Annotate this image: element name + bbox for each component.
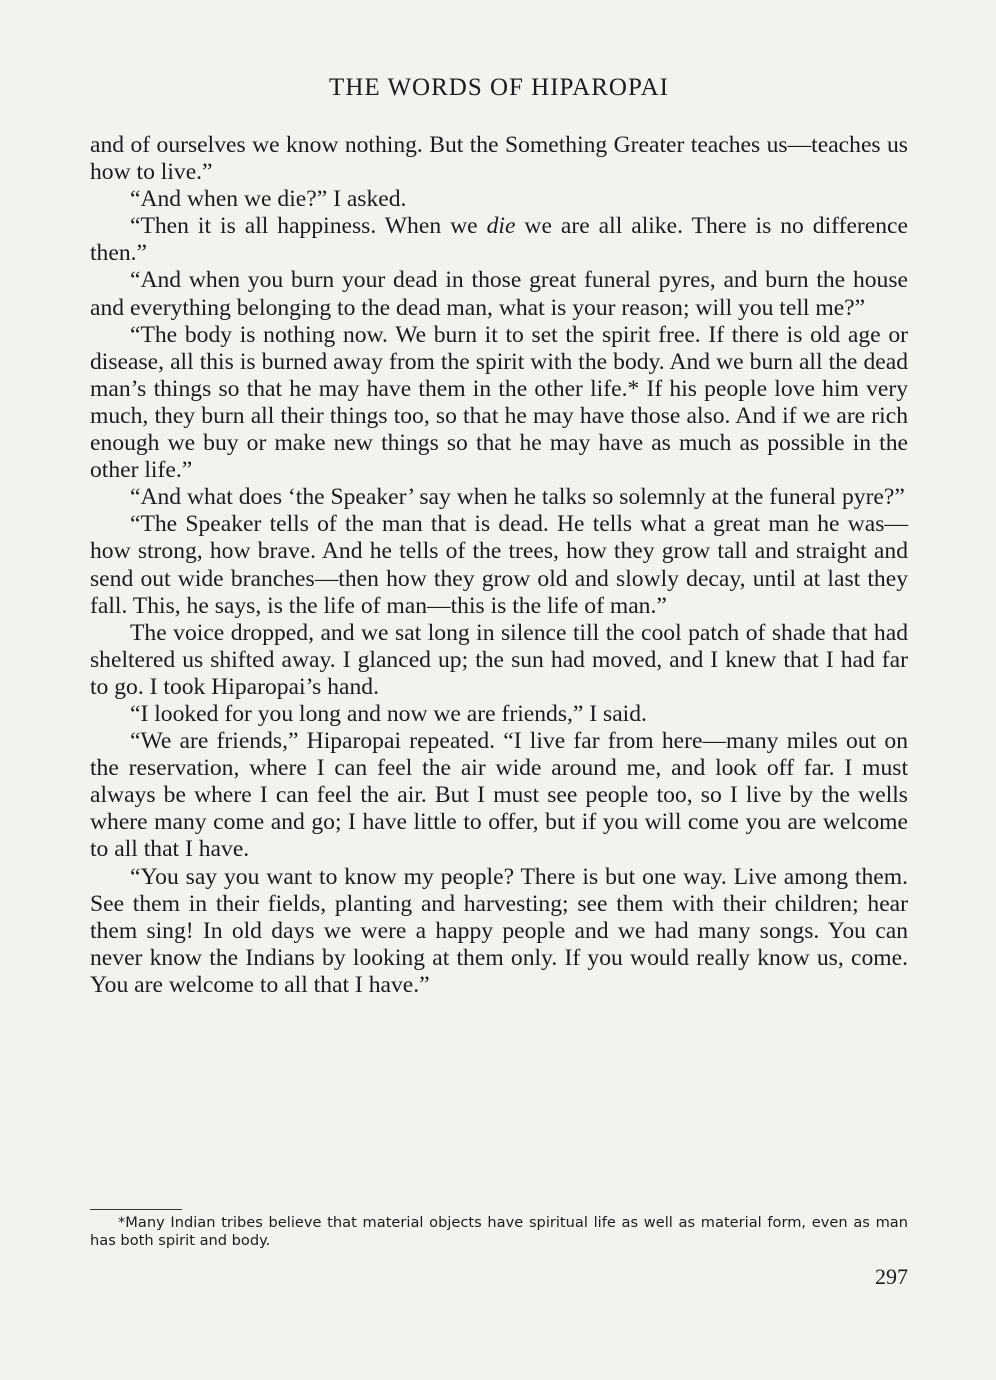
paragraph: “And what does ‘the Speaker’ say when he talks so solemnly at the funeral pyre?” bbox=[130, 484, 905, 511]
emphasized-word: die bbox=[486, 213, 516, 240]
paragraph: “And when we die?” I asked. bbox=[130, 186, 407, 213]
paragraph-text: we are all alike. There is no difference then.” bbox=[90, 213, 908, 267]
paragraph: “The Speaker tells of the man that is dead. He tells what a great man he was—how strong, how brave. And he tells of the trees, how they grow tall and straight and send out wide branches—then how they grow old and slowly decay, until at last they fall. This, he says, is the life of man—this is the life of man.” bbox=[90, 511, 908, 619]
running-header: THE WORDS OF HIPAROPAI bbox=[329, 74, 669, 101]
paragraph: “And when you burn your dead in those great funeral pyres, and burn the house and everything belonging to the dead man, what is your reason; will you tell me?” bbox=[90, 267, 908, 321]
paragraph: “I looked for you long and now we are friends,” I said. bbox=[130, 700, 647, 727]
page-number: 297 bbox=[875, 1264, 908, 1289]
paragraph: “You say you want to know my people? There is but one way. Live among them. See them in their fields, planting and harvesting; see them with their children; hear them sing! In old days we were a happy people and we had many songs. You can never know the Indians by looking at them only. If you would really know us, come. You are welcome to all that I have.” bbox=[90, 863, 908, 998]
paragraph: “We are friends,” Hiparopai repeated. “I live far from here—many miles out on the reservation, where I can feel the air wide around me, and look off far. I must always be where I can feel the air. But I must see people too, so I live by the wells where many come and go; I have little to offer, but if you will come you are welcome to all that I have. bbox=[90, 728, 908, 863]
paragraph: “The body is nothing now. We burn it to set the spirit free. If there is old age or disease, all this is burned away from the spirit with the body. And we burn all the dead man’s things so that he may have them in the other life.* If his people love him very much, they burn all their things too, so that he may have those also. And if we are rich enough we buy or make new things so that he may have as much as possible in the other life.” bbox=[90, 321, 908, 484]
body-text bbox=[90, 132, 908, 999]
paragraph bbox=[90, 213, 908, 267]
paragraph-text: “Then it is all happiness. When we bbox=[130, 213, 487, 240]
footnote-rule bbox=[90, 1209, 182, 1210]
paragraph: and of ourselves we know nothing. But the Something Greater teaches us—teaches us how to live.” bbox=[90, 132, 908, 186]
paragraph: The voice dropped, and we sat long in silence till the cool patch of shade that had sheltered us shifted away. I glanced up; the sun had moved, and I knew that I had far to go. I took Hiparopai’s hand. bbox=[90, 619, 908, 700]
footnote: *Many Indian tribes believe that material objects have spiritual life as well as material form, even as man has both spirit and body. bbox=[90, 1214, 908, 1249]
